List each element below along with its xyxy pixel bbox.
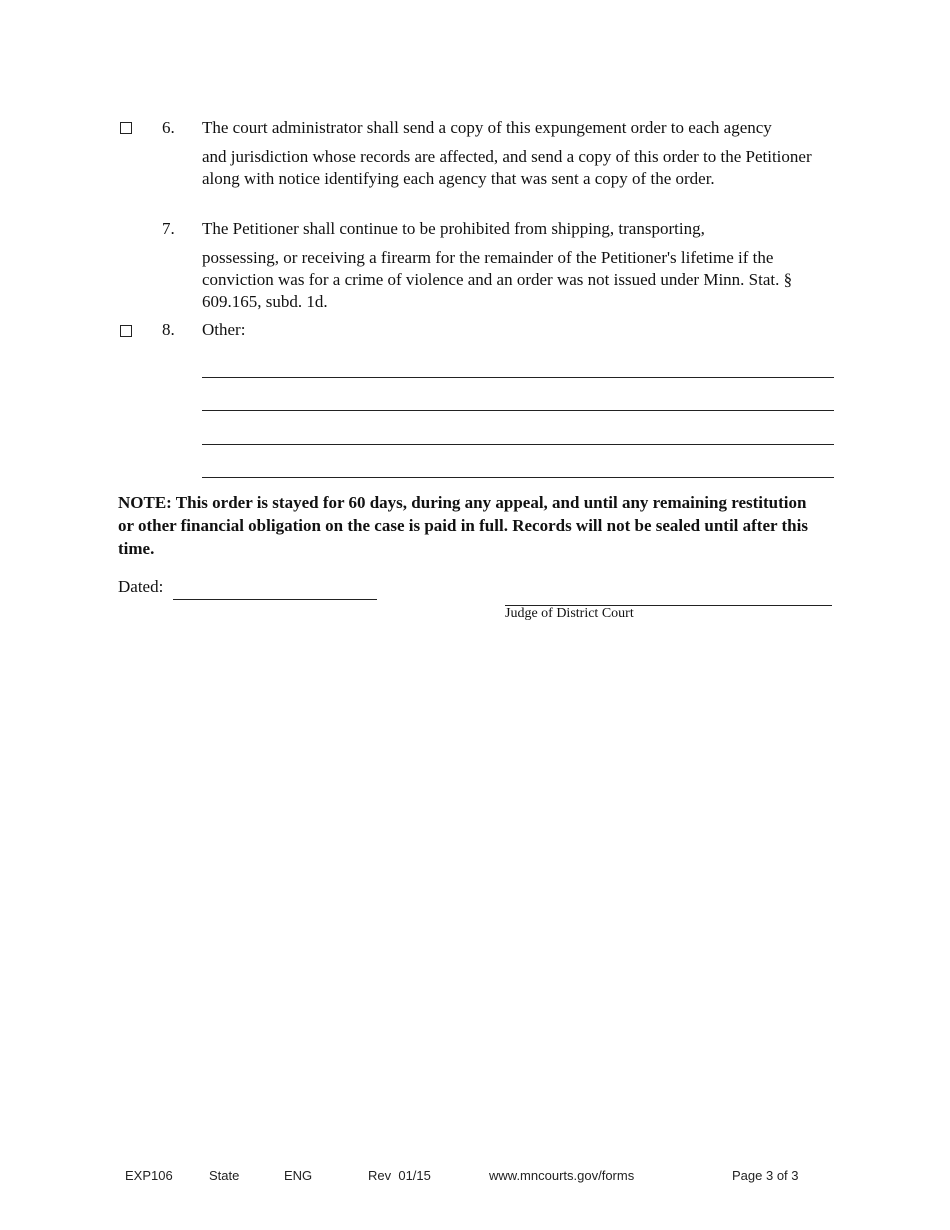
item-7-number: 7. — [162, 219, 175, 238]
item-6-first-line: The court administrator shall send a copy of this expungement order to each agency — [202, 118, 772, 137]
footer-page-number: Page 3 of 3 — [732, 1168, 799, 1183]
footer-url[interactable]: www.mncourts.gov/forms — [489, 1168, 635, 1183]
other-line-2[interactable] — [202, 410, 834, 411]
item-6-checkbox[interactable] — [120, 122, 132, 134]
other-line-1[interactable] — [202, 377, 834, 378]
other-line-3[interactable] — [202, 444, 834, 445]
judge-label: Judge of District Court — [505, 606, 634, 621]
item-8-number: 8. — [162, 320, 175, 339]
dated-label: Dated: — [118, 577, 164, 596]
footer-form-id: EXP106 — [125, 1168, 173, 1183]
footer-revision: Rev 01/15 — [368, 1168, 431, 1183]
item-7-text: possessing, or receiving a firearm for the remainder of the Petitioner's lifetime if the conviction was for a crime of violence and an order was not issued under Minn. Stat. § 609.165, subd. 1d. — [202, 248, 793, 311]
item-8-checkbox[interactable] — [120, 325, 132, 337]
dated-field[interactable] — [173, 599, 377, 600]
footer-language: ENG — [284, 1168, 313, 1183]
item-7-first-line: The Petitioner shall continue to be prohibited from shipping, transporting, — [202, 219, 705, 238]
other-line-4[interactable] — [202, 477, 834, 478]
stay-note: NOTE: This order is stayed for 60 days, during any appeal, and until any remaining restitution or other financial obligation on the case is paid in full. Records will not be sealed until after this time. — [118, 493, 808, 558]
item-8-label: Other: — [202, 320, 246, 339]
item-6-text: and jurisdiction whose records are affected, and send a copy of this order to the Petitioner along with notice identifying each agency that was sent a copy of the order. — [202, 147, 812, 188]
item-6-number: 6. — [162, 118, 175, 137]
footer-jurisdiction: State — [209, 1168, 240, 1183]
